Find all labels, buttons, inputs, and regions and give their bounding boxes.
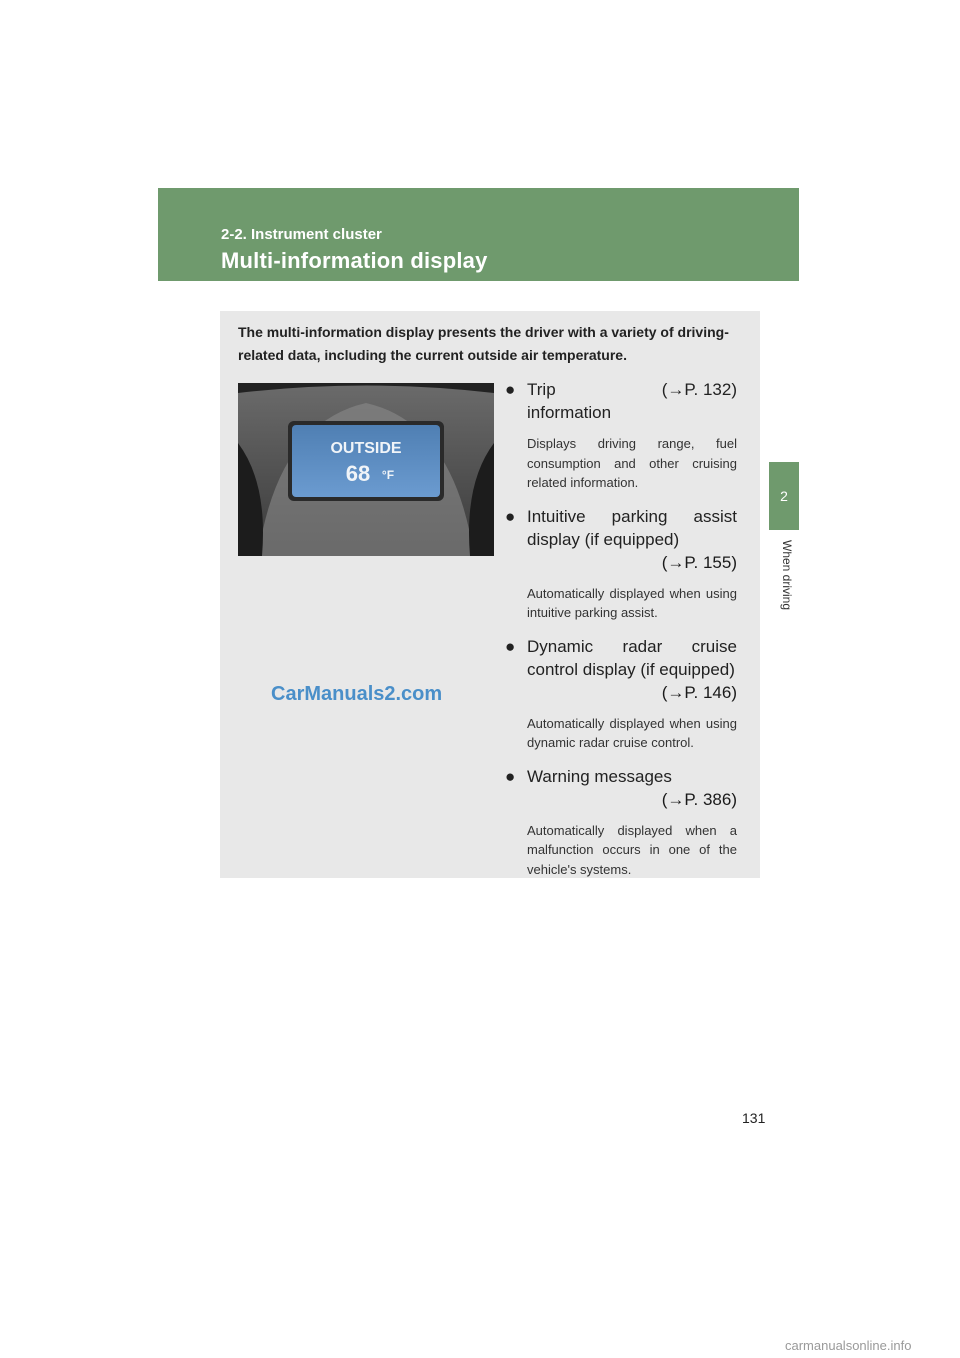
item-description: Displays driving range, fuel consumption and other cruising related information. xyxy=(527,436,737,490)
list-item xyxy=(505,378,737,493)
display-value: 68 xyxy=(345,461,371,486)
list-item xyxy=(505,765,737,880)
item-title: Trip information xyxy=(527,380,612,422)
bullet-icon: ● xyxy=(505,506,516,526)
bullet-icon: ● xyxy=(505,380,516,399)
page-reference[interactable]: (→P. 155) xyxy=(661,552,737,572)
display-label: OUTSIDE xyxy=(330,440,402,457)
item-title: Dynamic radar cruise control display (if equipped) xyxy=(527,636,737,679)
bullet-icon: ● xyxy=(505,766,516,786)
list-item xyxy=(505,635,737,753)
chapter-tab[interactable]: 2 xyxy=(769,462,799,530)
page-reference[interactable]: (→P. 146) xyxy=(661,682,737,702)
page-title: Multi-information display xyxy=(221,248,488,273)
page-reference[interactable]: (→P. 386) xyxy=(661,789,737,809)
page-reference[interactable]: (→P. 132) xyxy=(661,380,737,399)
item-title: Warning messages xyxy=(527,766,672,786)
watermark-text: CarManuals2.com xyxy=(271,683,443,705)
feature-list xyxy=(505,378,737,891)
item-title: Intuitive parking assist display (if equipped) xyxy=(527,506,737,549)
intro-text: The multi-information display presents the driver with a variety of driving-related data, including the current outside air temperature. xyxy=(238,324,729,363)
item-description: Automatically displayed when using dynamic radar cruise control. xyxy=(527,715,737,750)
display-unit: °F xyxy=(381,468,395,482)
footer-watermark: carmanualsonline.info xyxy=(785,1338,912,1353)
content-box xyxy=(220,311,760,878)
chapter-label: When driving xyxy=(780,540,794,611)
page-number: 131 xyxy=(742,1110,766,1126)
instrument-cluster-photo xyxy=(238,383,494,556)
section-label: 2-2. Instrument cluster xyxy=(221,226,382,243)
list-item xyxy=(505,505,737,623)
item-description: Automatically displayed when a malfunction occurs in one of the vehicle's systems. xyxy=(527,822,737,877)
item-description: Automatically displayed when using intuitive parking assist. xyxy=(527,585,737,620)
bullet-icon: ● xyxy=(505,636,516,656)
